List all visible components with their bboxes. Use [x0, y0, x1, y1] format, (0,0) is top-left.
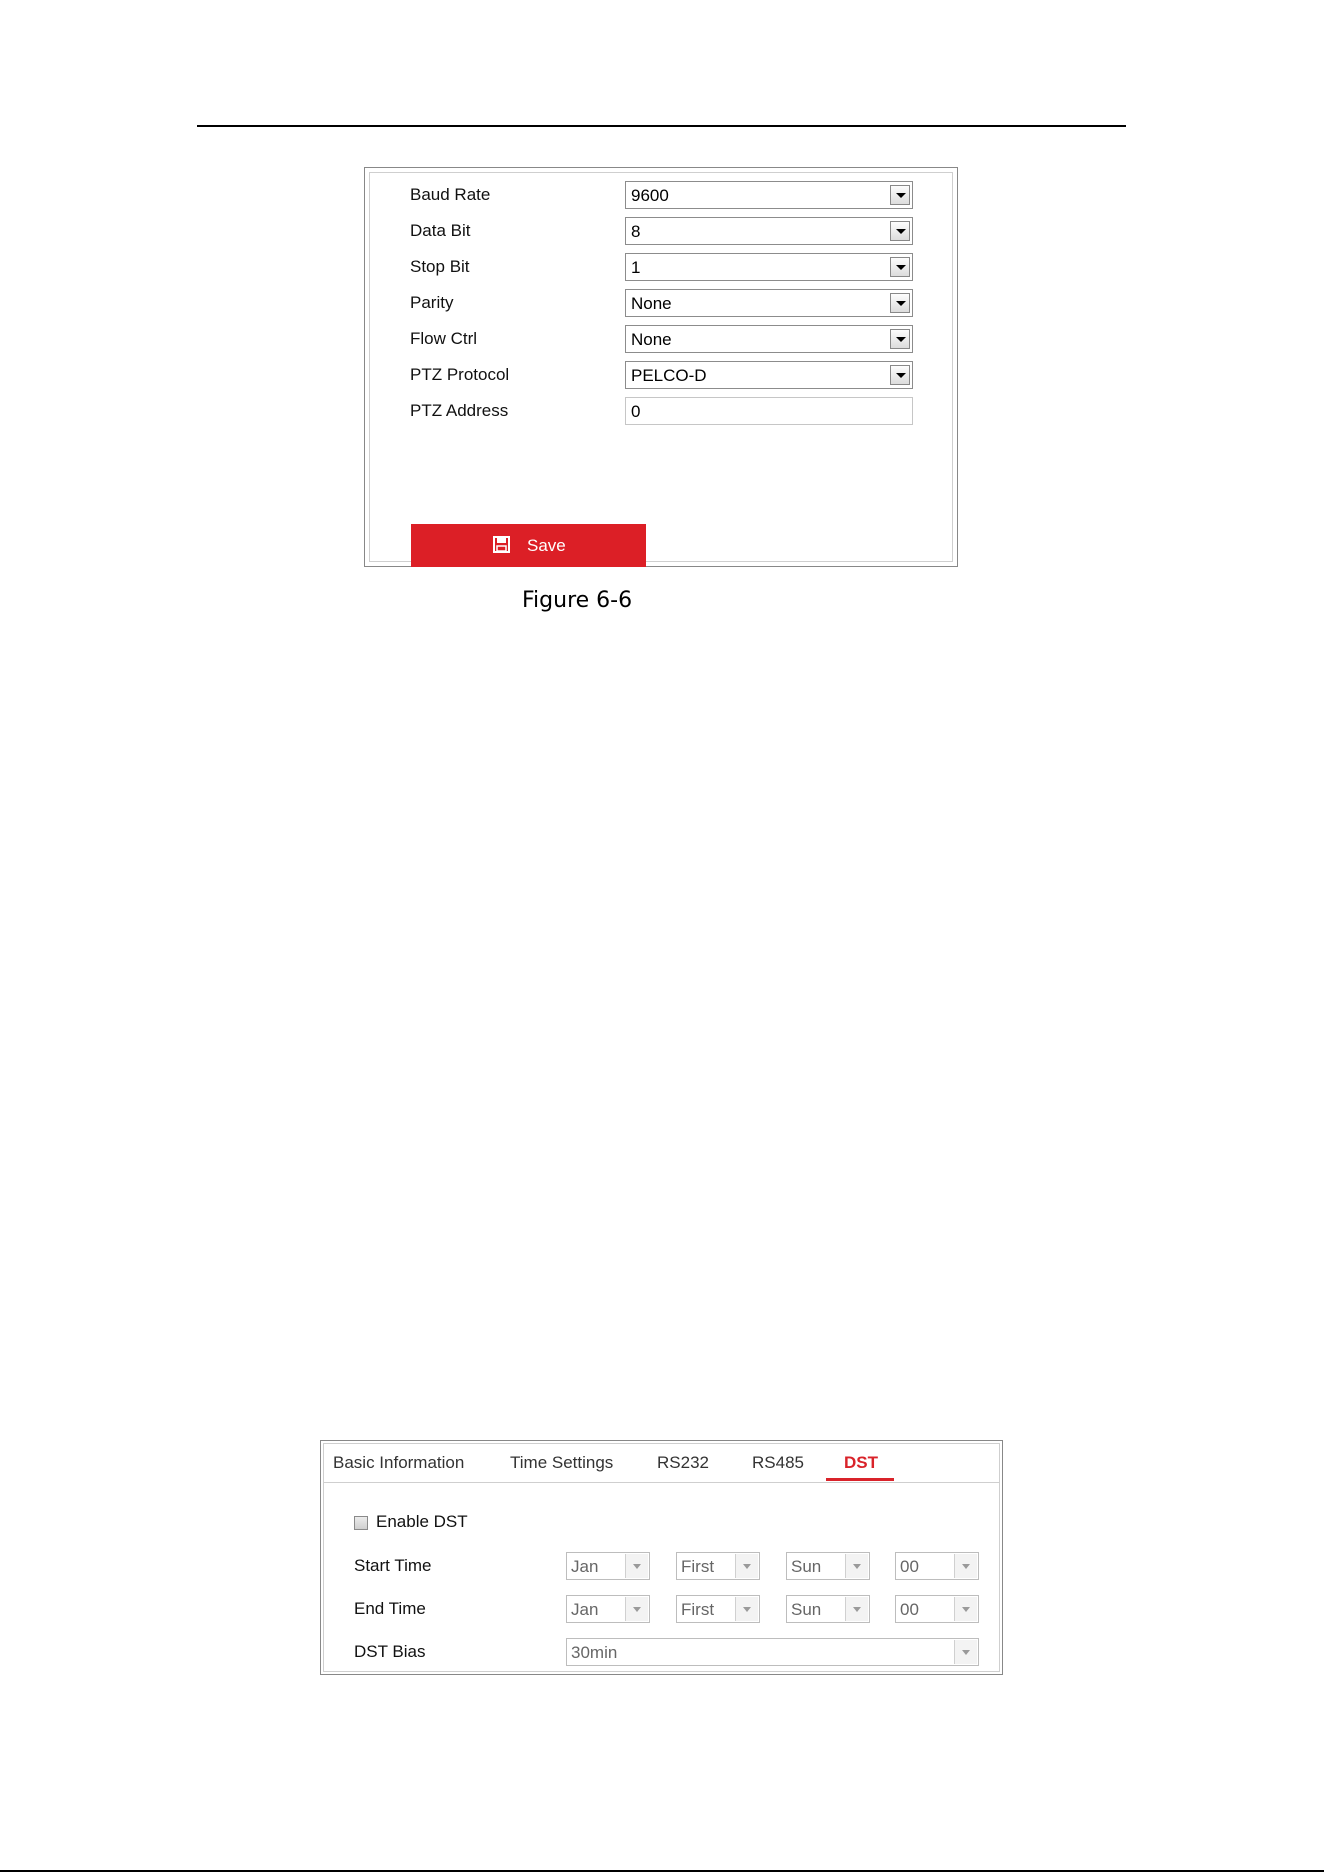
end-day-value: Sun [791, 1600, 822, 1619]
chevron-down-icon[interactable] [845, 1597, 868, 1621]
chevron-down-icon[interactable] [625, 1554, 648, 1578]
stop-bit-select[interactable] [625, 253, 913, 281]
start-time-label: Start Time [354, 1556, 432, 1575]
chevron-down-icon[interactable] [890, 329, 910, 349]
end-week-select[interactable] [676, 1595, 760, 1623]
parity-select[interactable] [625, 289, 913, 317]
dst-bias-value: 30min [571, 1643, 618, 1662]
baud-rate-label: Baud Rate [410, 185, 491, 204]
chevron-down-icon[interactable] [954, 1597, 977, 1621]
data-bit-label: Data Bit [410, 221, 471, 240]
end-day-select[interactable] [786, 1595, 870, 1623]
parity-row [410, 289, 950, 317]
save-button-label: Save [527, 536, 566, 555]
data-bit-row [410, 217, 950, 245]
rs485-settings-panel [364, 167, 958, 567]
enable-dst-checkbox[interactable] [354, 1516, 368, 1530]
stop-bit-value: 1 [631, 258, 641, 277]
tab-time-settings[interactable]: Time Settings [510, 1453, 614, 1472]
ptz-protocol-select[interactable] [625, 361, 913, 389]
header-rule [197, 125, 1126, 127]
chevron-down-icon[interactable] [954, 1554, 977, 1578]
baud-rate-row [410, 181, 950, 209]
ptz-address-label: PTZ Address [410, 401, 509, 420]
chevron-down-icon[interactable] [735, 1597, 758, 1621]
tab-rs232[interactable]: RS232 [657, 1453, 709, 1472]
chevron-down-icon[interactable] [954, 1640, 977, 1664]
data-bit-select[interactable] [625, 217, 913, 245]
stop-bit-label: Stop Bit [410, 257, 470, 276]
ptz-protocol-value: PELCO-D [631, 366, 707, 385]
tab-dst[interactable]: DST [844, 1453, 878, 1472]
floppy-disk-icon [493, 536, 510, 553]
flow-ctrl-select[interactable] [625, 325, 913, 353]
stop-bit-row [410, 253, 950, 281]
chevron-down-icon[interactable] [890, 185, 910, 205]
data-bit-value: 8 [631, 222, 641, 241]
end-week-value: First [681, 1600, 715, 1619]
parity-value: None [631, 294, 672, 313]
dst-bias-label: DST Bias [354, 1642, 426, 1661]
tab-basic-information[interactable]: Basic Information [333, 1453, 465, 1472]
start-month-value: Jan [571, 1557, 599, 1576]
start-day-value: Sun [791, 1557, 822, 1576]
chevron-down-icon[interactable] [890, 365, 910, 385]
parity-label: Parity [410, 293, 454, 312]
active-tab-indicator [826, 1478, 894, 1481]
tab-bar [324, 1444, 999, 1483]
chevron-down-icon[interactable] [890, 257, 910, 277]
start-day-select[interactable] [786, 1552, 870, 1580]
end-hour-select[interactable] [895, 1595, 979, 1623]
dst-settings-panel [320, 1440, 1003, 1675]
start-month-select[interactable] [566, 1552, 650, 1580]
chevron-down-icon[interactable] [890, 293, 910, 313]
save-button[interactable] [411, 524, 646, 567]
ptz-address-value: 0 [631, 402, 641, 421]
dst-bias-select[interactable] [566, 1638, 979, 1666]
start-hour-select[interactable] [895, 1552, 979, 1580]
flow-ctrl-row [410, 325, 950, 353]
baud-rate-select[interactable] [625, 181, 913, 209]
ptz-address-input[interactable] [625, 397, 913, 425]
enable-dst-label: Enable DST [376, 1512, 468, 1531]
rs485-panel-inner [369, 172, 953, 562]
ptz-protocol-row [410, 361, 950, 389]
flow-ctrl-label: Flow Ctrl [410, 329, 478, 348]
ptz-address-row [410, 397, 950, 425]
start-hour-value: 00 [900, 1557, 919, 1576]
end-month-value: Jan [571, 1600, 599, 1619]
chevron-down-icon[interactable] [845, 1554, 868, 1578]
start-week-value: First [681, 1557, 715, 1576]
chevron-down-icon[interactable] [890, 221, 910, 241]
figure-caption: Figure 6-6 [522, 588, 633, 613]
chevron-down-icon[interactable] [735, 1554, 758, 1578]
dst-panel-inner [323, 1443, 1000, 1672]
start-week-select[interactable] [676, 1552, 760, 1580]
ptz-protocol-label: PTZ Protocol [410, 365, 510, 384]
end-month-select[interactable] [566, 1595, 650, 1623]
baud-rate-value: 9600 [631, 186, 669, 205]
chevron-down-icon[interactable] [625, 1597, 648, 1621]
tab-rs485[interactable]: RS485 [752, 1453, 804, 1472]
end-time-label: End Time [354, 1599, 426, 1618]
end-hour-value: 00 [900, 1600, 919, 1619]
flow-ctrl-value: None [631, 330, 672, 349]
